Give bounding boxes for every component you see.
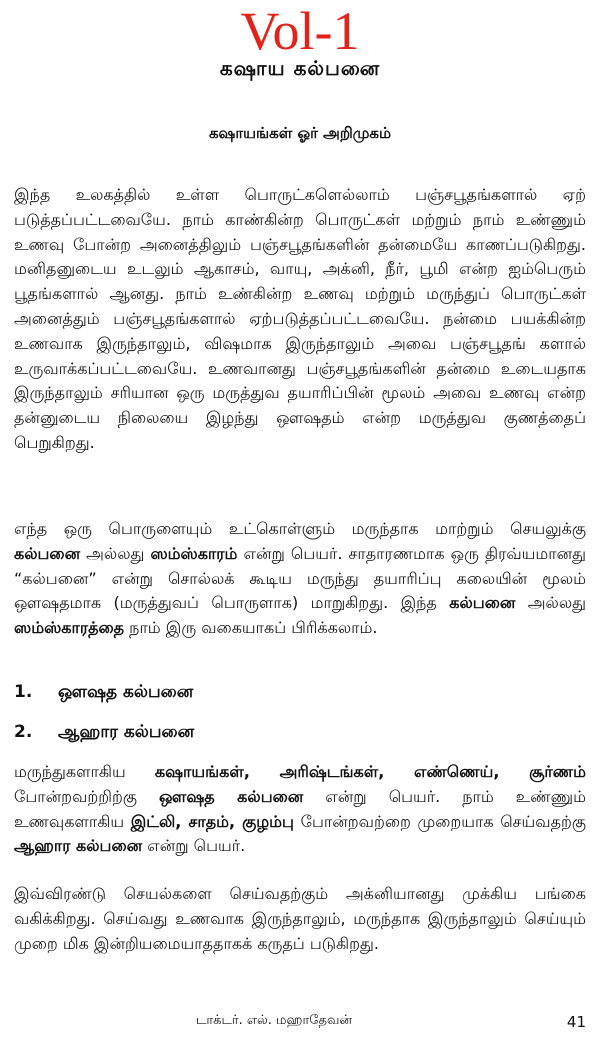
paragraph-kalpanai (14, 517, 586, 641)
list-number: 1. (14, 682, 33, 702)
bold-term: கஷாயங்கள், அரிஷ்டங்கள், எண்ணெய், சூர்ணம் (154, 762, 586, 781)
text-run: என்று பெயர். நாம் உண்ணும் உணவுகளாகிய (14, 786, 586, 831)
paragraph-types (14, 760, 586, 859)
author-name: டாக்டர். எல். மஹாதேவன் (196, 1013, 352, 1028)
page-number: 41 (566, 1013, 586, 1031)
text-run: எந்த ஒரு பொருளையும் உட்கொள்ளும் மருந்தாக மாற்றும் செயலுக்கு (14, 519, 586, 538)
text-run: மருந்துகளாகிய (14, 762, 155, 781)
text-run: அல்லது (80, 543, 151, 563)
list-label: ஔஷத கல்பனை (58, 682, 194, 702)
section-subtitle: கஷாயங்கள் ஓர் அறிமுகம் (208, 124, 392, 142)
text-run: என்று பெயர். சாதாரணமாக ஒரு திரவ்யமானது “கல்பனை” என்று சொல்லக் கூடிய மருந்து தயாரிப்பு கலையின் மூலம் ஔஷதமாக (மருத்துவப் பொருளாக) மாறுகிறது. இந்த (14, 543, 587, 613)
bold-term: இட்லி, சாதம், குழம்பு (130, 811, 294, 831)
list-item (14, 682, 193, 704)
text-run: போன்றவற்றிற்கு (14, 786, 160, 806)
text-run: போன்றவற்றை முறையாக செய்வதற்கு (293, 811, 587, 831)
bold-term: ஸம்ஸ்காரத்தை (14, 618, 125, 638)
bold-term: ஔஷத கல்பனை (159, 786, 304, 806)
bold-term: கல்பனை (14, 543, 81, 563)
list-label: ஆஹார கல்பனை (58, 722, 195, 742)
bold-term: கல்பனை (449, 593, 516, 613)
list-number: 2. (14, 722, 33, 742)
list-item (14, 722, 194, 744)
paragraph-agni: இவ்விரண்டு செயல்களை செய்வதற்கும் அக்னியானது முக்கிய பங்கை வகிக்கிறது. செய்வது உணவாக இருந்தாலும், மருந்தாக இருந்தாலும் செய்யும் முறை மிக இன்றியமையாததாகக் கருதப் படுகிறது. (14, 884, 586, 953)
text-run: அல்லது (515, 593, 586, 613)
chapter-title: கஷாய கல்பனை (219, 56, 381, 80)
bold-term: ஸம்ஸ்காரம் (150, 543, 238, 563)
bold-term: ஆஹார கல்பனை (14, 836, 143, 856)
paragraph-intro: இந்த உலகத்தில் உள்ள பொருட்களெல்லாம் பஞ்சபூதங்களால் ஏற் படுத்தப்பட்டவையே. நாம் காண்கின்ற பொருட்கள் மற்றும் நாம் உண்ணும் உணவு போன்ற அனைத்திலும் பஞ்சபூதங்களின் தன்மையே காணப்படுகிறது. மனிதனுடைய உடலும் ஆகாசம், வாயு, அக்னி, நீர், பூமி என்ற ஐம்பெரும் பூதங்களால் ஆனது. நாம் உண்கின்ற உணவு மற்றும் மருந்துப் பொருட்கள் அனைத்தும் பஞ்சபூதங்களால் ஏற்படுத்தப்பட்டவையே. நன்மை பயக்கின்ற உணவாக இருந்தாலும், விஷமாக இருந்தாலும் அவை பஞ்சபூதங் களால் உருவாக்கப்பட்டவையே. உணவானது பஞ்சபூதங்களின் தன்மை உடையதாக இருந்தாலும் சரியான ஒரு மருத்துவ தயாரிப்பின் மூலம் அவை உணவு என்ற தன்னுடைய நிலையை இழந்து ஔஷதம் என்ற மருத்துவ குணத்தைப் பெறுகிறது. (14, 185, 586, 452)
text-run: என்று பெயர். (142, 836, 246, 856)
text-run: நாம் இரு வகையாகப் பிரிக்கலாம். (124, 618, 378, 638)
volume-label: Vol-1 (240, 1, 360, 61)
